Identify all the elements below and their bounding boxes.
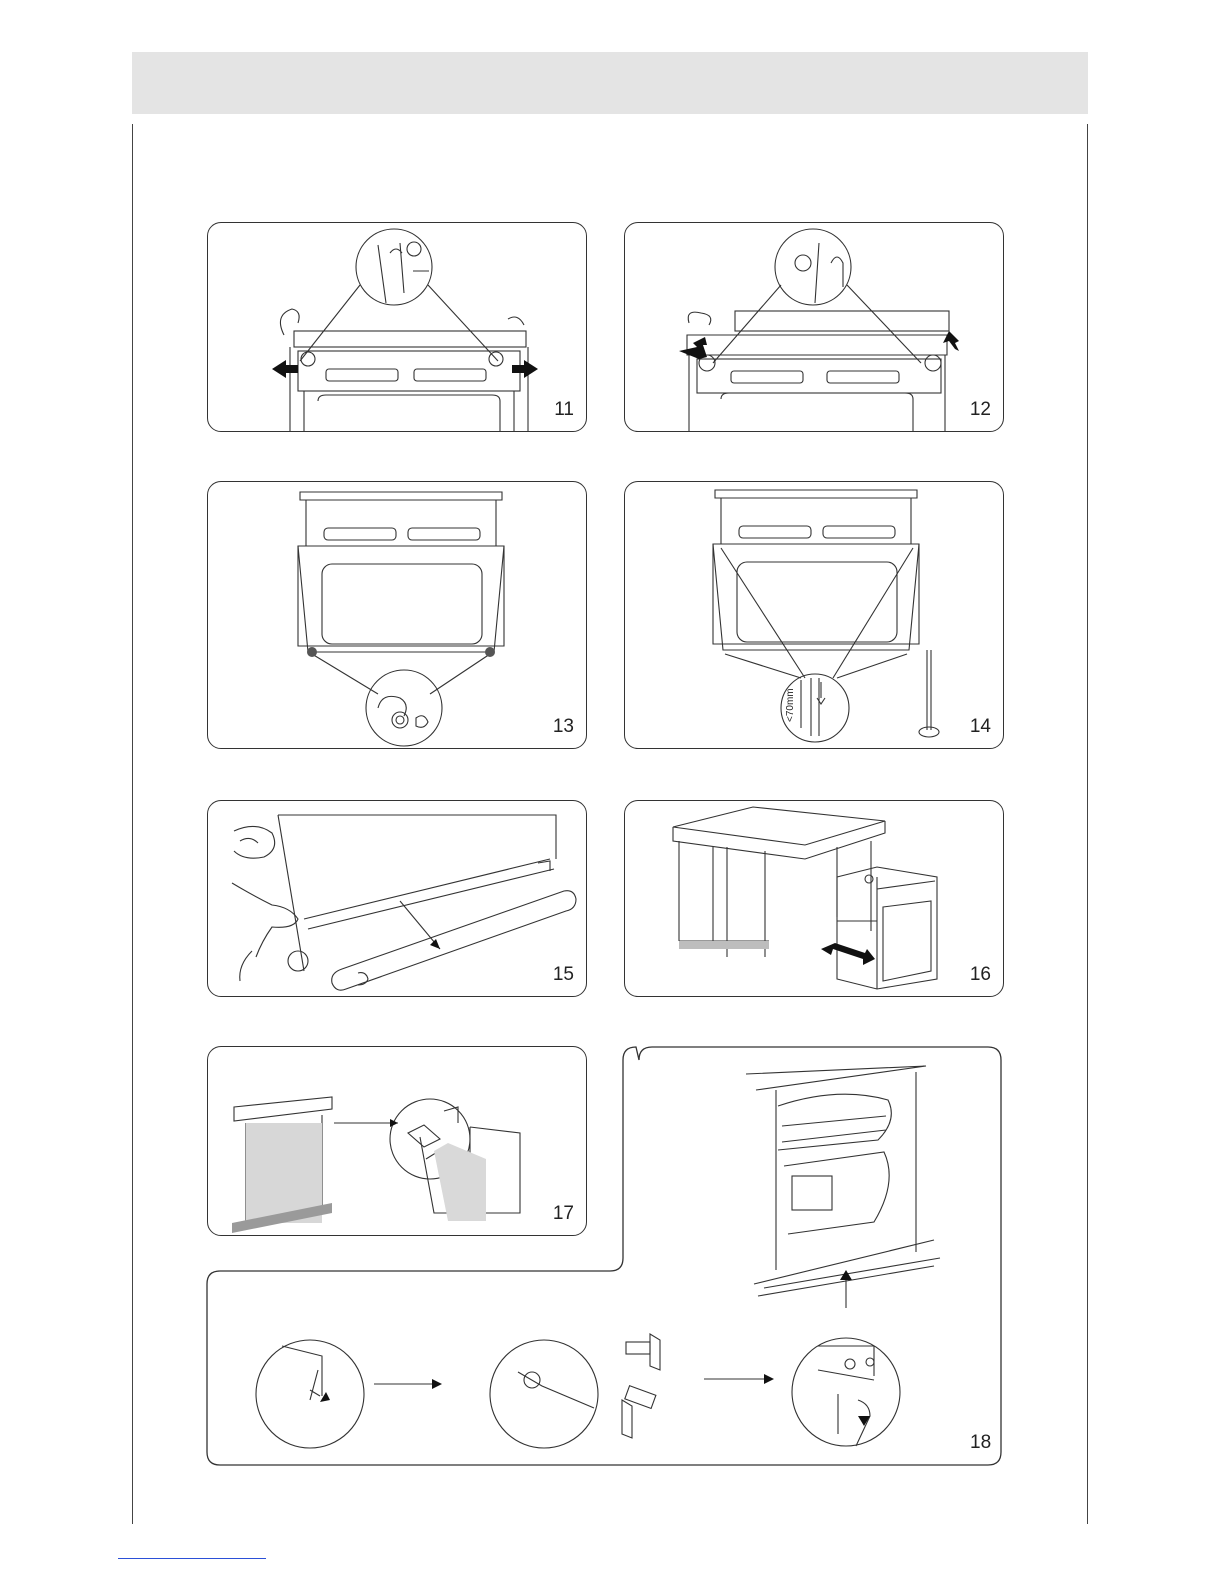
step-number-12: 12 — [969, 399, 991, 420]
illustration-step-12 — [625, 223, 1003, 431]
panel-step-13 — [207, 481, 587, 749]
footer-link-underline[interactable] — [118, 1558, 266, 1559]
panel-step-12 — [624, 222, 1004, 432]
panel-step-15 — [207, 800, 587, 997]
illustration-step-11 — [208, 223, 586, 431]
illustration-step-16 — [625, 801, 1003, 996]
header-band — [132, 52, 1088, 114]
step-number-14: 14 — [969, 716, 991, 737]
illustration-step-13 — [208, 482, 586, 748]
page-border-left — [132, 124, 133, 1524]
panel-step-14 — [624, 481, 1004, 749]
measurement-label: <70mm — [785, 688, 796, 722]
panel-step-11 — [207, 222, 587, 432]
illustration-step-18 — [256, 1066, 940, 1448]
illustration-step-14 — [625, 482, 1003, 748]
step-number-17: 17 — [552, 1203, 574, 1224]
step-number-13: 13 — [552, 716, 574, 737]
step-number-18: 18 — [970, 1432, 992, 1453]
step-number-16: 16 — [969, 964, 991, 985]
step-number-11: 11 — [554, 399, 574, 420]
illustration-step-15 — [208, 801, 586, 996]
step-number-15: 15 — [552, 964, 574, 985]
panel-step-18 — [206, 1046, 1003, 1466]
page-border-right — [1087, 124, 1088, 1524]
panel-step-16 — [624, 800, 1004, 997]
